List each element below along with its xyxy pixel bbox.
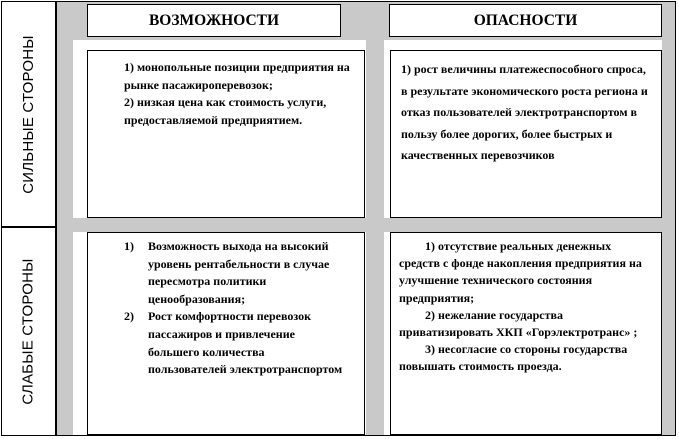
cell-text: 2) нежелание государства приватизировать ХКП «Горэлектротранс» ; (399, 307, 638, 340)
numbered-list (124, 238, 344, 379)
cell-weaknesses-opportunities (87, 232, 365, 435)
list-item: 2) Рост комфортности перевозок пассажиров и привлечение большего количества пользователей электротранспортом (124, 309, 343, 377)
list-item: 1) Возможность выхода на высокий уровень рентабельности в случае пересмотра политики ценообразования; (124, 239, 330, 306)
header-threats: ОПАСНОСТИ (389, 4, 662, 37)
cell-text: 3) несогласие со стороны государства повышать стоимость проезда. (399, 342, 628, 374)
header-opportunities: ВОЗМОЖНОСТИ (87, 4, 341, 37)
cell-strengths-threats (390, 50, 662, 218)
row-label-strengths: СИЛЬНЫЕ СТОРОНЫ (20, 34, 37, 194)
cell-text: 1) отсутствие реальных денежных средств с фонде накопления предприятия на улучшение технического состояния предприятия; (399, 239, 642, 305)
cell-weaknesses-threats (390, 232, 662, 435)
cell-strengths-opportunities (87, 50, 365, 218)
cell-text: 1) монопольные позиции предприятия на рынке пасажироперевозок; (124, 60, 350, 92)
cell-text: 1) рост величины платежеспособного спроса, в результате экономического роста региона и отказ пользователей электротранспортом в пользу более дорогих, более быстрых и качественных перевозчиков (401, 62, 648, 162)
label-column-divider (55, 1, 57, 436)
row-label-weaknesses: СЛАБЫЕ СТОРОНЫ (20, 257, 38, 405)
cell-text: 2) низкая цена как стоимость услуги, предоставляемой предприятием. (124, 95, 327, 127)
